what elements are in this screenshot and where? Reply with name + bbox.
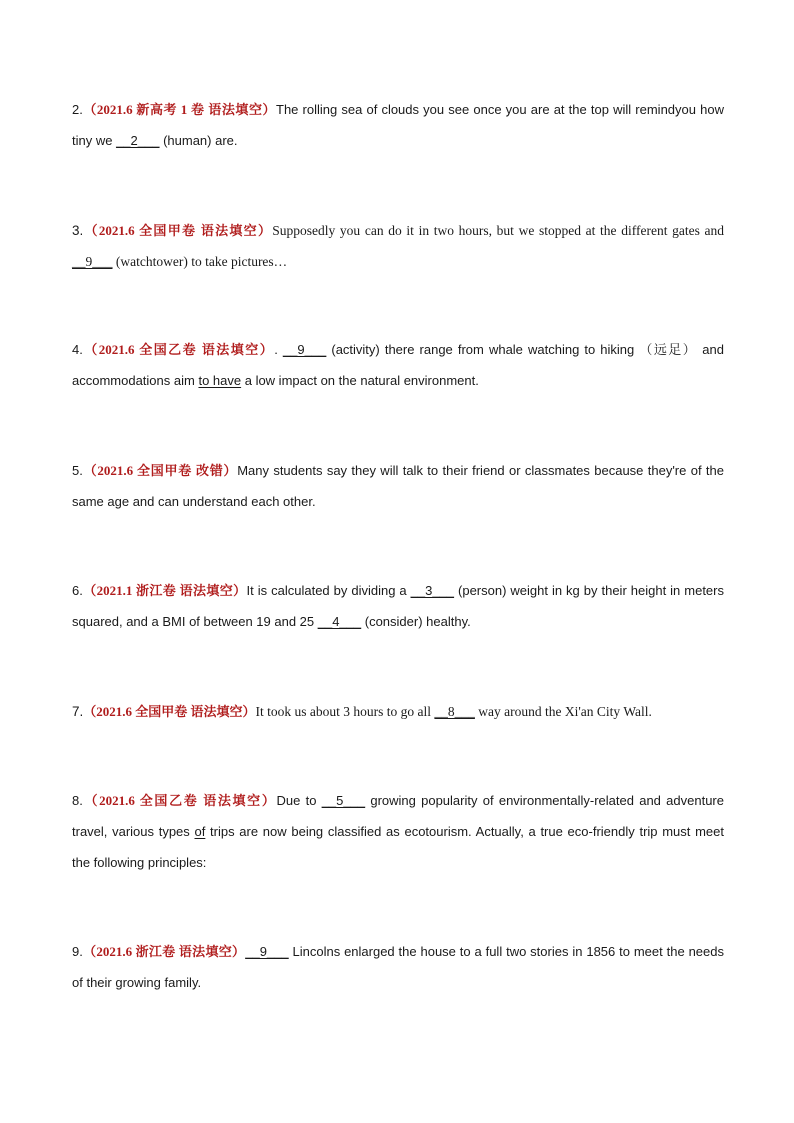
question-source: （2021.6 新高考 1 卷 语法填空） [82,102,276,117]
answer-blank: __9___ [245,944,289,959]
answer-blank: __5___ [321,793,366,808]
question-text: trips are now being classified as ecotourism. Actually, a true eco-friendly trip must meet the following principles: [72,824,724,870]
question-text: Lincolns enlarged the house to a full two stories in 1856 to meet the needs of their growing family. [72,944,724,990]
question-source: （2021.6 全国甲卷 语法填空） [83,223,273,238]
question-source: （2021.6 浙江卷 语法填空） [82,944,246,959]
question-2 [72,94,724,156]
question-number: 4. [72,342,83,357]
question-number: 9. [72,944,83,959]
question-source: （2021.6 全国甲卷 改错） [82,463,238,478]
question-text: way around the Xi'an City Wall. [474,704,652,719]
question-text: (person) weight in kg by their height in meters squared, and a BMI of between 19 and 25 [72,583,724,629]
question-number: 5. [72,463,83,478]
question-7 [72,696,724,727]
question-text: The rolling sea of clouds you see once you are at the top will remindyou how tiny we [72,102,724,148]
answer-blank: __9___ [72,254,113,269]
answer-blank: __3___ [410,583,455,598]
question-text: Many students say they will talk to their friend or classmates because they're of the same age and can understand each other. [72,463,724,509]
answer-blank: __9___ [282,342,327,357]
question-text: Due to [276,793,322,808]
question-number: 2. [72,102,83,117]
question-text: It took us about 3 hours to go all [255,704,435,719]
question-text: (human) are. [159,133,238,148]
question-text: (consider) healthy. [361,614,471,629]
question-source: （2021.6 全国甲卷 语法填空） [83,704,256,719]
question-number: 8. [72,793,83,808]
question-source: （2021.1 浙江卷 语法填空） [82,583,247,598]
answer-blank: __8___ [434,704,475,719]
question-text: (activity) there range from whale watching to hiking （远足） and accommodations aim [72,342,724,388]
underlined-word: of [194,824,206,839]
question-3 [72,215,724,277]
question-text: . [274,342,283,357]
question-9 [72,936,724,998]
answer-blank: __4___ [317,614,362,629]
question-text: a low impact on the natural environment. [241,373,479,388]
question-5 [72,455,724,517]
question-text: (watchtower) to take pictures… [112,254,288,269]
question-number: 7. [72,704,84,719]
answer-blank: __2___ [116,133,160,148]
question-4 [72,334,724,396]
question-6 [72,575,724,637]
underlined-phrase: to have [198,373,242,388]
question-8 [72,785,724,878]
question-source: （2021.6 全国乙卷 语法填空） [82,342,275,357]
question-text: It is calculated by dividing a [246,583,411,598]
question-text: growing popularity of environmentally-related and adventure travel, various types [72,793,724,839]
question-text: Supposedly you can do it in two hours, but we stopped at the different gates and [272,223,724,238]
question-number: 6. [72,583,83,598]
question-source: （2021.6 全国乙卷 语法填空） [82,793,277,808]
question-number: 3. [72,223,84,238]
